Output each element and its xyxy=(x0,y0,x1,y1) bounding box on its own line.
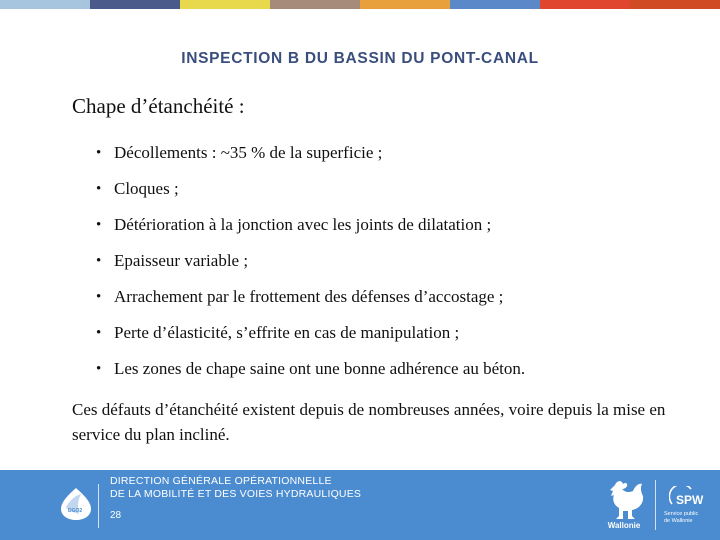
divider xyxy=(655,480,656,530)
section-heading: Chape d’étanchéité : xyxy=(72,94,245,118)
top-color-stripes xyxy=(0,0,720,9)
list-item xyxy=(96,318,525,354)
wallonie-label: Wallonie xyxy=(607,521,641,530)
dgo-line-2: DE LA MOBILITÉ ET DES VOIES HYDRAULIQUES xyxy=(110,488,362,500)
spw-logo-icon xyxy=(669,486,709,508)
list-item-text: Les zones de chape saine ont une bonne adhérence au béton. xyxy=(114,359,526,378)
list-item xyxy=(96,246,525,282)
list-item xyxy=(96,354,525,390)
stripe xyxy=(360,0,450,9)
list-item xyxy=(96,210,525,246)
list-item-text: Cloques ; xyxy=(114,179,179,198)
list-item xyxy=(96,174,525,210)
stripe xyxy=(0,0,90,9)
dgo2-label: DGO2 xyxy=(68,508,83,514)
slide-title: INSPECTION B DU BASSIN DU PONT-CANAL xyxy=(181,50,539,67)
summary-paragraph: Ces défauts d’étanchéité existent depuis de nombreuses années, voire depuis la mise en service du plan incliné. xyxy=(72,400,666,444)
bullet-icon: • xyxy=(96,253,102,269)
stripe xyxy=(270,0,360,9)
stripe xyxy=(180,0,270,9)
list-item-text: Arrachement par le frottement des défenses d’accostage ; xyxy=(114,287,504,306)
bullet-icon: • xyxy=(96,145,102,161)
defect-list xyxy=(96,138,525,390)
bullet-icon: • xyxy=(96,289,102,305)
spw-label: SPW xyxy=(676,493,704,507)
list-item-text: Perte d’élasticité, s’effrite en cas de manipulation ; xyxy=(114,323,460,342)
spw-subtitle xyxy=(664,511,714,525)
bullet-icon: • xyxy=(96,361,102,377)
divider xyxy=(98,484,99,528)
spw-sub-line-1: Service public xyxy=(664,511,699,517)
list-item-text: Détérioration à la jonction avec les joints de dilatation ; xyxy=(114,215,492,234)
list-item-text: Décollements : ~35 % de la superficie ; xyxy=(114,143,383,162)
dgo-title xyxy=(110,475,361,501)
bullet-icon: • xyxy=(96,217,102,233)
stripe xyxy=(630,0,720,9)
rooster-icon xyxy=(601,475,647,521)
leaf-drop-icon xyxy=(57,486,95,522)
stripe xyxy=(450,0,540,9)
bullet-icon: • xyxy=(96,325,102,341)
bullet-icon: • xyxy=(96,181,102,197)
list-item xyxy=(96,138,525,174)
stripe xyxy=(540,0,630,9)
list-item-text: Epaisseur variable ; xyxy=(114,251,249,270)
footer-bar xyxy=(0,470,720,540)
page-number: 28 xyxy=(110,510,122,521)
dgo-line-1: DIRECTION GÉNÉRALE OPÉRATIONNELLE xyxy=(110,475,332,487)
spw-sub-line-2: de Wallonie xyxy=(664,518,693,524)
stripe xyxy=(90,0,180,9)
list-item xyxy=(96,282,525,318)
